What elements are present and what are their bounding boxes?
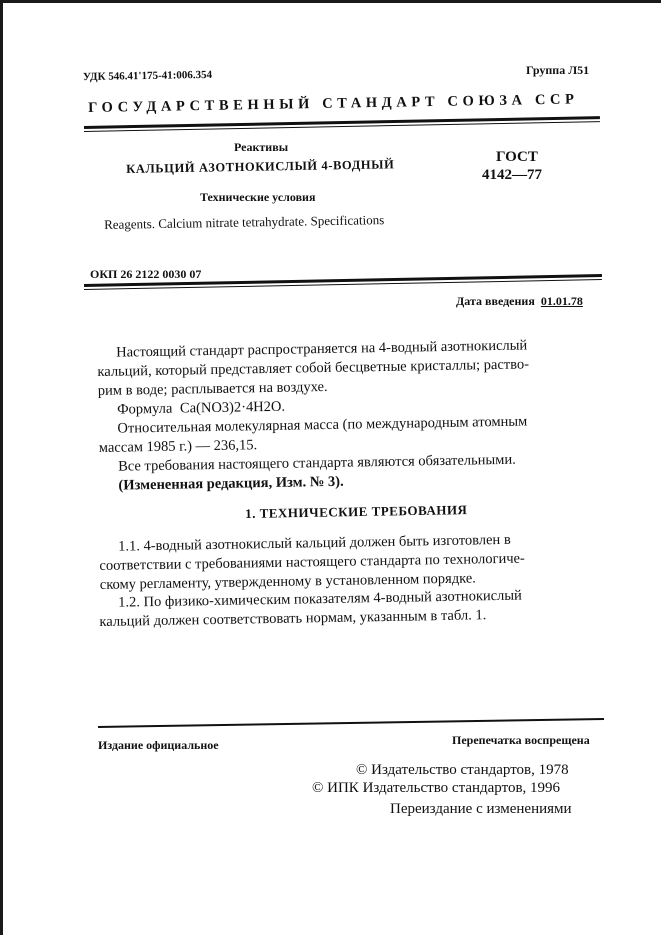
okp-code: ОКП 26 2122 0030 07 bbox=[90, 267, 202, 281]
effective-date bbox=[456, 294, 583, 309]
category-label: Реактивы bbox=[234, 140, 289, 154]
clause-line: 1.1. 4-водный азотнокислый кальций должен быть изготовлен в bbox=[118, 531, 511, 555]
intro-line: кальций, который представляет собой бесцветные кристаллы; раство- bbox=[97, 356, 530, 380]
clause-line: скому регламенту, утвержденному в установленном порядке. bbox=[99, 570, 477, 593]
clause-line: соответствии с требованиями настоящего стандарта по технологиче- bbox=[99, 550, 525, 574]
formula-label: Формула bbox=[117, 400, 173, 418]
clause-line: 1.2. По физико-химическим показателям 4-водный азотнокислый bbox=[118, 587, 522, 611]
clause-line: кальций должен соответствовать нормам, указанным в табл. 1. bbox=[99, 607, 487, 630]
mandatory-note: Все требования настоящего стандарта являются обязательными. bbox=[118, 451, 516, 475]
state-standard-heading: ГОСУДАРСТВЕННЫЙ СТАНДАРТ СОЮЗА ССР bbox=[88, 91, 579, 116]
copyright-1978: © Издательство стандартов, 1978 bbox=[356, 762, 569, 778]
intro-paragraph bbox=[97, 335, 605, 496]
effective-date-value: 01.01.78 bbox=[540, 294, 583, 308]
effective-date-label: Дата введения bbox=[456, 294, 535, 308]
copyright-1996: © ИПК Издательство стандартов, 1996 bbox=[312, 780, 561, 796]
intro-line: Настоящий стандарт распространяется на 4-водный азотнокислый bbox=[116, 337, 528, 361]
intro-line: рим в воде; расплывается на воздухе. bbox=[97, 378, 328, 399]
document-subtitle: Технические условия bbox=[200, 190, 316, 204]
reissue-note: Переиздание с изменениями bbox=[390, 801, 572, 817]
clause-1-1 bbox=[99, 529, 605, 595]
mass-line: Относительная молекулярная масса (по международным атомным bbox=[117, 413, 528, 437]
official-edition: Издание официальное bbox=[98, 738, 219, 752]
gost-label: ГОСТ bbox=[496, 149, 538, 165]
gost-number: 4142—77 bbox=[482, 167, 542, 183]
udk-code: УДК 546.41'175-41:006.354 bbox=[82, 68, 213, 84]
scan-edge-top bbox=[0, 0, 661, 3]
chemical-formula: Ca(NO3)2·4H2O. bbox=[179, 398, 286, 417]
document-title: КАЛЬЦИЙ АЗОТНОКИСЛЫЙ 4-ВОДНЫЙ bbox=[126, 157, 395, 176]
clause-1-2 bbox=[99, 585, 605, 632]
group-code: Группа Л51 bbox=[526, 63, 590, 77]
amendment-note: (Измененная редакция, Изм. № 3). bbox=[118, 473, 344, 494]
scan-edge-left bbox=[0, 0, 3, 935]
reprint-prohibited: Перепечатка воспрещена bbox=[452, 733, 590, 747]
section-heading: 1. ТЕХНИЧЕСКИЕ ТРЕБОВАНИЯ bbox=[245, 502, 468, 521]
mass-line: массам 1985 г.) — 236,15. bbox=[98, 437, 258, 456]
english-title: Reagents. Calcium nitrate tetrahydrate. Specifications bbox=[104, 212, 385, 232]
footer-rule bbox=[98, 718, 604, 728]
